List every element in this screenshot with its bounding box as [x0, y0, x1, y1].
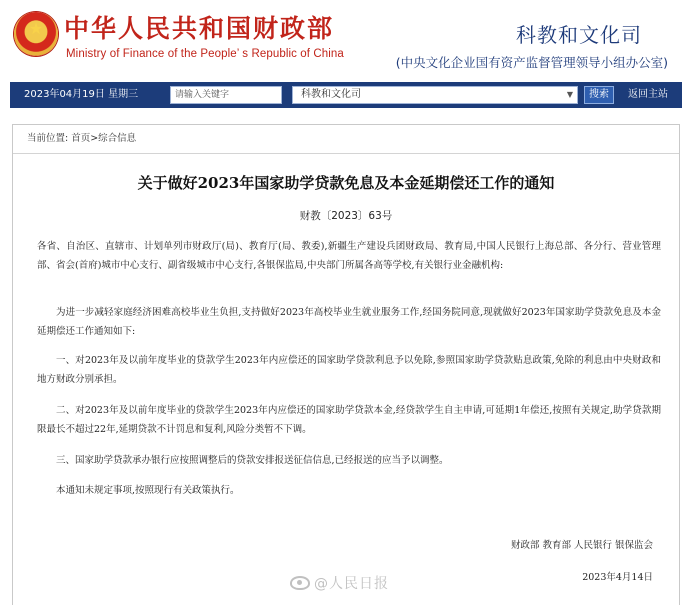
top-navbar [10, 82, 682, 108]
search-scope-select[interactable] [292, 86, 578, 104]
body-paragraph-intro: 为进一步减轻家庭经济困难高校毕业生负担,支持做好2023年高校毕业生就业服务工作,经国务院同意,现就做好2023年国家助学贷款免息及本金延期偿还工作通知如下: [37, 307, 661, 337]
ministry-name-cn[interactable]: 中华人民共和国财政部 [64, 14, 335, 43]
return-main-site-link[interactable]: 返回主站 [628, 89, 668, 100]
body-paragraph-closing: 本通知未规定事项,按照现行有关政策执行。 [56, 485, 240, 496]
site-header [0, 0, 690, 80]
breadcrumb-divider [13, 153, 679, 154]
document-number: 财教〔2023〕63号 [299, 210, 393, 222]
salutation-paragraph: 各省、自治区、直辖市、计划单列市财政厅(局)、教育厅(局、教委),新疆生产建设兵团财政局、教育局,中国人民银行上海总部、各分行、营业管理部、省会(首府)城市中心支行、副省级城市中心支行,各银保监局,中央部门所属各高等学校,有关银行业金融机构: [37, 241, 661, 271]
article-title: 关于做好2023年国家助学贷款免息及本金延期偿还工作的通知 [137, 174, 555, 192]
department-subtitle: (中央文化企业国有资产监督管理领导小组办公室) [395, 55, 668, 70]
body-paragraph-three: 三、国家助学贷款承办银行应按照调整后的贷款安排报送征信信息,已经报送的应当予以调整。 [56, 455, 449, 466]
issuer-signature: 财政部 教育部 人民银行 银保监会 [510, 540, 653, 551]
issue-date: 2023年4月14日 [582, 572, 653, 583]
watermark-text: @人民日报 [314, 576, 389, 592]
national-emblem-icon[interactable] [14, 12, 58, 56]
weibo-watermark [290, 574, 389, 594]
search-button[interactable]: 搜索 [584, 86, 614, 104]
breadcrumb[interactable]: 当前位置: 首页>综合信息 [27, 133, 137, 144]
body-paragraph-two: 二、对2023年及以前年度毕业的贷款学生2023年内应偿还的国家助学贷款本金,经贷款学生自主申请,可延期1年偿还,按照有关规定,助学贷款期限最长不超过22年,延期贷款不计罚息和复利,风险分类暂不下调。 [37, 405, 661, 435]
search-scope-value: 科教和文化司 [301, 89, 361, 100]
weibo-icon [290, 576, 310, 590]
department-name: 科教和文化司 [516, 23, 642, 47]
body-paragraph-one: 一、对2023年及以前年度毕业的贷款学生2023年内应偿还的国家助学贷款利息予以免除,参照国家助学贷款贴息政策,免除的利息由中央财政和地方财政分别承担。 [37, 355, 661, 385]
current-date: 2023年04月19日 星期三 [24, 89, 139, 100]
content-panel [12, 124, 680, 605]
search-input[interactable] [170, 86, 282, 104]
ministry-name-en: Ministry of Finance of the People’ s Republic of China [66, 48, 344, 60]
chevron-down-icon: ▼ [566, 90, 573, 99]
